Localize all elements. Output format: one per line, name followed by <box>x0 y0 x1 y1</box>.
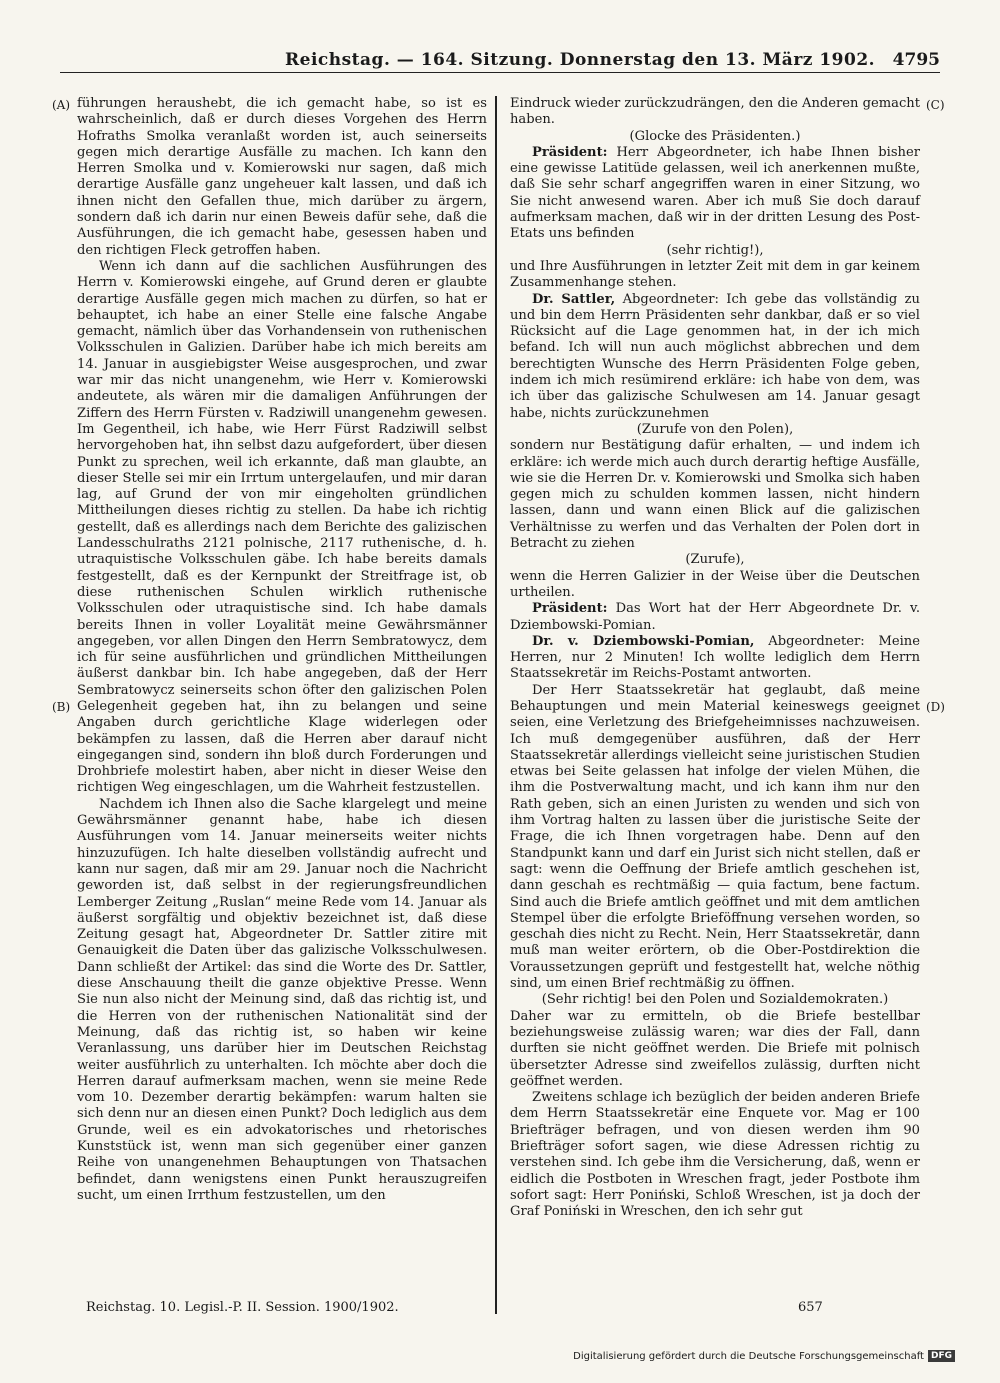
speaker-name: Dr. v. Dziembowski-Pomian, <box>532 633 755 649</box>
paragraph <box>510 292 920 422</box>
paragraph: Eindruck wieder zurückzudrängen, den die Anderen gemacht haben. <box>510 96 920 128</box>
footer-session-info: Reichstag. 10. Legisl.-P. II. Session. 1900/1902. <box>86 1300 399 1315</box>
margin-marker-a: (A) <box>52 98 71 112</box>
margin-marker-b: (B) <box>52 700 71 714</box>
speaker-name: Präsident: <box>532 601 608 617</box>
speech-text: Herr Abgeordneter, ich habe Ihnen bisher eine gewisse Latitüde gelassen, weil ich anerkennen mußte, daß Sie sehr scharf angegriffen waren in einer Sitzung, wo Sie nicht anwesend waren. Aber ich muß Sie doch darauf aufmerksam machen, daß wir in der dritten Lesung des Post-Etats uns befinden <box>510 144 920 242</box>
interjection: (Sehr richtig! bei den Polen und Sozialdemokraten.) <box>541 992 889 1008</box>
margin-marker-d: (D) <box>926 700 945 714</box>
digitalization-text: Digitalisierung gefördert durch die Deutsche Forschungsgemeinschaft <box>573 1350 924 1362</box>
paragraph: Nachdem ich Ihnen also die Sache klargelegt und meine Gewährsmänner genannt habe, habe ich diesen Ausführungen vom 14. Januar meinerseits weiter nichts hinzuzufügen. Ich halte dieselben vollständig aufrecht und kann nur sagen, daß mir am 29. Januar noch die Nachricht geworden ist, daß selbst in der regierungsfreundlichen Lemberger Zeitung „Ruslan“ meine Rede vom 14. Januar als äußerst sorgfältig und objektiv bezeichnet ist, daß diese Zeitung gesagt hat, Abgeordneter Dr. Sattler zitire mit Genauigkeit die Daten über das galizische Volksschulwesen. Dann schließt der Artikel: das sind die Worte des Dr. Sattler, diese Anschauung theilt die ganze objektive Presse. Wenn Sie nun also nicht der Meinung sind, daß das richtig ist, und die Herren von der ruthenischen Nationalität sind der Meinung, daß das richtig ist, so haben wir keine Veranlassung, uns darüber hier im Deutschen Reichstag weiter ausführlich zu unterhalten. Ich möchte aber doch die Herren darauf aufmerksam machen, wenn sie meine Rede vom 10. Dezember derartig bekämpfen: warum halten sie sich denn nur an diesen einen Punkt? Doch lediglich aus dem Grunde, weil es ein advokatorisches und rhetorisches Kunststück ist, wenn man sich gegenüber einer ganzen Reihe von unangenehmen Behauptungen von Thatsachen befindet, dann wenigstens einen Punkt herauszugreifen sucht, um einen Irrthum festzustellen, um den <box>77 796 487 1203</box>
column-divider <box>495 96 497 1314</box>
paragraph <box>510 145 920 243</box>
paragraph <box>510 601 920 634</box>
paragraph: Wenn ich dann auf die sachlichen Ausführungen des Herrn v. Komierowski eingehe, auf Grund deren er glaubte derartige Ausfälle gegen mich machen zu dürfen, so hat er behauptet, ich habe an einer Stelle eine falsche Angabe gemacht, nämlich über das Vorhandensein von ruthenischen Volksschulen in Galizien. Darüber habe ich mich bereits am 14. Januar in ausgiebigster Weise ausgesprochen, und zwar war mir das nicht unangenehm, wie Herr v. Komierowski andeutete, als wären mir die damaligen Anführungen der Ziffern des Herrn Fürsten v. Radziwill unangenehm gewesen. Im Gegentheil, ich habe, wie Herr Fürst Radziwill selbst hervorgehoben hat, ihn selbst dazu aufgefordert, über diesen Punkt zu sprechen, weil ich erkannte, daß man glaubte, an dieser Stelle sei mir ein Irrtum untergelaufen, und mir daran lag, auf Grund der von mir eingeholten gründlichen Mittheilungen dieses richtig zu stellen. Da habe ich richtig gestellt, daß es allerdings nach dem Berichte des galizischen Landesschulraths 2121 polnische, 2117 ruthenische, d. h. utraquistische Volksschulen gäbe. Ich habe bereits damals festgestellt, daß es der Kernpunkt der Streitfrage ist, ob diese ruthenischen Schulen wirklich ruthenische Volksschulen oder utraquistische sind. Ich habe damals bereits Ihnen in voller Loyalität meine Gewährsmänner angegeben, vor allen Dingen den Herrn Sembratowycz, dem ich für seine ausführlichen und gründlichen Mittheilungen äußerst dankbar bin. Ich habe angegeben, daß der Herr Sembratowycz seinerseits schon öfter den galizischen Polen Gelegenheit gegeben hat, ihn zu belangen und seine Angaben durch gerichtliche Klage widerlegen oder bekämpfen zu lassen, daß die Herren aber darauf nicht eingegangen sind, sondern ihn bloß durch Forderungen und Drohbriefe molestirt haben, aber nicht in dieser Weise den richtigen Weg eingeschlagen, um die Wahrheit festzustellen. <box>77 258 487 796</box>
interjection: (Glocke des Präsidenten.) <box>629 128 801 144</box>
digitalization-note <box>573 1350 955 1362</box>
paragraph: und Ihre Ausführungen in letzter Zeit mit dem in gar keinem Zusammenhange stehen. <box>510 258 920 291</box>
paragraph: sondern nur Bestätigung dafür erhalten, — und indem ich erkläre: ich werde mich auch durch derartig heftige Ausfälle, wie sie die Herren Dr. v. Komierowski und Smolka sich haben gegen mich zu schulden kommen lassen, nicht hindern lassen, dann und wann einen Blick auf die galizischen Verhältnisse zu werfen und das Verhalten der Polen dort in Betracht zu ziehen <box>510 438 920 552</box>
paragraph: wenn die Herren Galizier in der Weise über die Deutschen urtheilen. <box>510 568 920 600</box>
dfg-logo: DFG <box>928 1350 955 1362</box>
paragraph: Der Herr Staatssekretär hat geglaubt, daß meine Behauptungen und mein Material keineswegs geeignet seien, eine Verletzung des Briefgeheimnisses nachzuweisen. Ich muß demgegenüber ausführen, daß der Herr Staatssekretär allerdings vielleicht seine juristischen Studien etwas bei Seite gelassen hat infolge der vielen Mühen, die ihm die Postverwaltung macht, und ich kann ihm nur den Rath geben, sich an einen Juristen zu wenden und sich von ihm Vortrag halten zu lassen über die juristische Seite der Frage, die ich Ihnen vorgetragen habe. Denn auf den Standpunkt kann und darf ein Jurist sich nicht stellen, daß er sagt: wenn die Oeffnung der Briefe amtlich geschehen ist, dann geschah es rechtmäßig — quia factum, bene factum. Sind auch die Briefe amtlich geöffnet und mit dem amtlichen Stempel über die erfolgte Brieföffnung versehen worden, so geschah dies nicht zu Recht. Nein, Herr Staatssekretär, dann muß man weiter erörtern, ob die Ober-Postdirektion die Voraussetzungen geprüft und festgestellt hat, welche nöthig sind, um einen Brief rechtmäßig zu öffnen. <box>510 682 920 992</box>
interjection: (Zurufe von den Polen), <box>636 421 794 437</box>
right-text-column <box>510 96 920 1220</box>
paragraph: Daher war zu ermitteln, ob die Briefe bestellbar beziehungsweise zulässig waren; war dies der Fall, dann durften sie nicht geöffnet werden. Die Briefe mit polnisch übersetzter Adresse sind zweifellos zulässig, durften nicht geöffnet werden. <box>510 1008 920 1089</box>
interjection: (Zurufe), <box>685 552 745 568</box>
page-number: 4795 <box>892 50 940 70</box>
interjection: (sehr richtig!), <box>666 242 764 258</box>
speaker-name: Dr. Sattler, <box>532 291 616 307</box>
speech-text: Abgeordneter: Ich gebe das vollständig zu und bin dem Herrn Präsidenten sehr dankbar, daß er so viel Rücksicht auf die Lage genommen hat, in der ich mich befand. Ich will nun auch möglichst abbrechen und dem berechtigten Wunsche des Herrn Präsidenten Folge geben, indem ich mich resümirend erkläre: ich habe von dem, was ich über das galizische Schulwesen am 14. Januar gesagt habe, nichts zurückzunehmen <box>510 291 920 421</box>
margin-marker-c: (C) <box>926 98 945 112</box>
speaker-name: Präsident: <box>532 144 608 160</box>
speech-text: Abgeordneter: Meine Herren, nur 2 Minuten! Ich wollte lediglich dem Herrn Staatssekretär im Reichs-Postamt antworten. <box>510 633 920 682</box>
speech-text: Das Wort hat der Herr Abgeordnete Dr. v. Dziembowski-Pomian. <box>510 601 920 633</box>
footer-sheet-number: 657 <box>798 1300 823 1315</box>
paragraph <box>510 634 920 683</box>
page-header <box>60 44 940 73</box>
running-title: Reichstag. — 164. Sitzung. Donnerstag den 13. März 1902. <box>285 50 876 70</box>
paragraph: Zweitens schlage ich bezüglich der beiden anderen Briefe dem Herrn Staatssekretär eine Enquete vor. Mag er 100 Briefträger befragen, und von diesen werden ihm 90 Briefträger sofort sagen, wie diese Adressen richtig zu verstehen sind. Ich gebe ihm die Versicherung, daß, wenn er eidlich die Postboten in Wreschen fragt, jeder Postbote ihm sofort sagt: Herr Poniński, Schloß Wreschen, ist ja doch der Graf Poniński in Wreschen, den ich sehr gut <box>510 1090 920 1220</box>
left-text-column <box>77 96 487 1204</box>
paragraph: führungen heraushebt, die ich gemacht habe, so ist es wahrscheinlich, daß er durch dieses Vorgehen des Herrn Hofraths Smolka veranlaßt worden ist, auch seinerseits gegen mich derartige Ausfälle zu machen. Ich kann den Herren Smolka und v. Komierowski nur sagen, daß mich derartige Ausfälle ganz ungeheuer kalt lassen, und daß ich ihnen nicht den Gefallen thue, mich darüber zu ärgern, sondern daß ich darin nur einen Beweis dafür sehe, daß die Ausführungen, die ich gemacht habe, gesessen haben und den richtigen Fleck getroffen haben. <box>77 96 487 258</box>
